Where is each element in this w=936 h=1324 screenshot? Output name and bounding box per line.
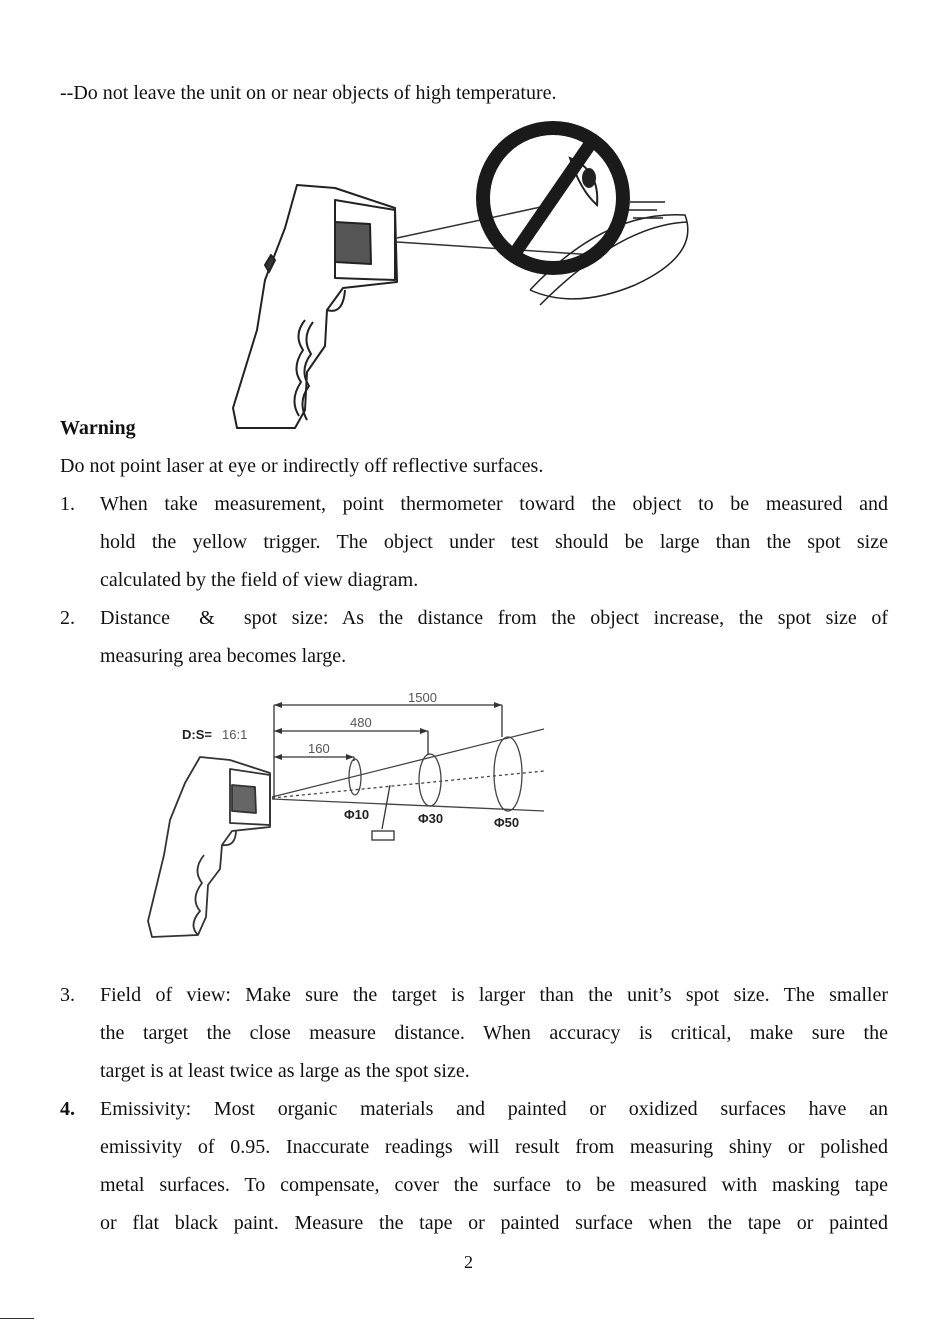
item-line: the target the close measure distance. When accuracy is critical, make sure the — [100, 1022, 888, 1044]
item-number: 2. — [60, 607, 75, 629]
distance-label: 1500 — [408, 690, 437, 705]
item-line: metal surfaces. To compensate, cover the surface to be measured with masking tape — [100, 1174, 888, 1196]
item-number: 1. — [60, 493, 75, 515]
item-line: measuring area becomes large. — [100, 645, 347, 667]
item-line: Distance & spot size: As the distance from the object increase, the spot size of — [100, 607, 888, 629]
item-line: emissivity of 0.95. Inaccurate readings will result from measuring shiny or polished — [100, 1136, 888, 1158]
distance-spot-diagram — [140, 685, 560, 947]
no-eye-laser-illustration — [225, 110, 695, 440]
ratio-label: D:S= — [182, 727, 212, 742]
item-number: 4. — [60, 1098, 75, 1120]
item-line: When take measurement, point thermometer toward the object to be measured and — [100, 493, 888, 515]
warning-text: Do not point laser at eye or indirectly off reflective surfaces. — [60, 455, 544, 477]
item-line: hold the yellow trigger. The object under test should be large than the spot size — [100, 531, 888, 553]
item-line: or flat black paint. Measure the tape or painted surface when the tape or painted — [100, 1212, 888, 1234]
ratio-value: 16:1 — [222, 727, 248, 742]
caution-line: --Do not leave the unit on or near objects of high temperature. — [60, 82, 557, 104]
distance-label: 480 — [350, 715, 372, 730]
spot-label: Φ30 — [418, 811, 444, 826]
corner-mark — [0, 1318, 34, 1319]
page-number: 2 — [464, 1252, 473, 1272]
warning-heading: Warning — [60, 417, 136, 439]
item-line: Field of view: Make sure the target is larger than the unit’s spot size. The smaller — [100, 984, 888, 1006]
spot-label: Φ50 — [494, 815, 520, 830]
item-number: 3. — [60, 984, 75, 1006]
item-line: Emissivity: Most organic materials and painted or oxidized surfaces have an — [100, 1098, 888, 1120]
distance-label: 160 — [308, 741, 330, 756]
spot-label: Φ10 — [344, 807, 370, 822]
item-line: target is at least twice as large as the spot size. — [100, 1060, 470, 1082]
item-line: calculated by the field of view diagram. — [100, 569, 419, 591]
